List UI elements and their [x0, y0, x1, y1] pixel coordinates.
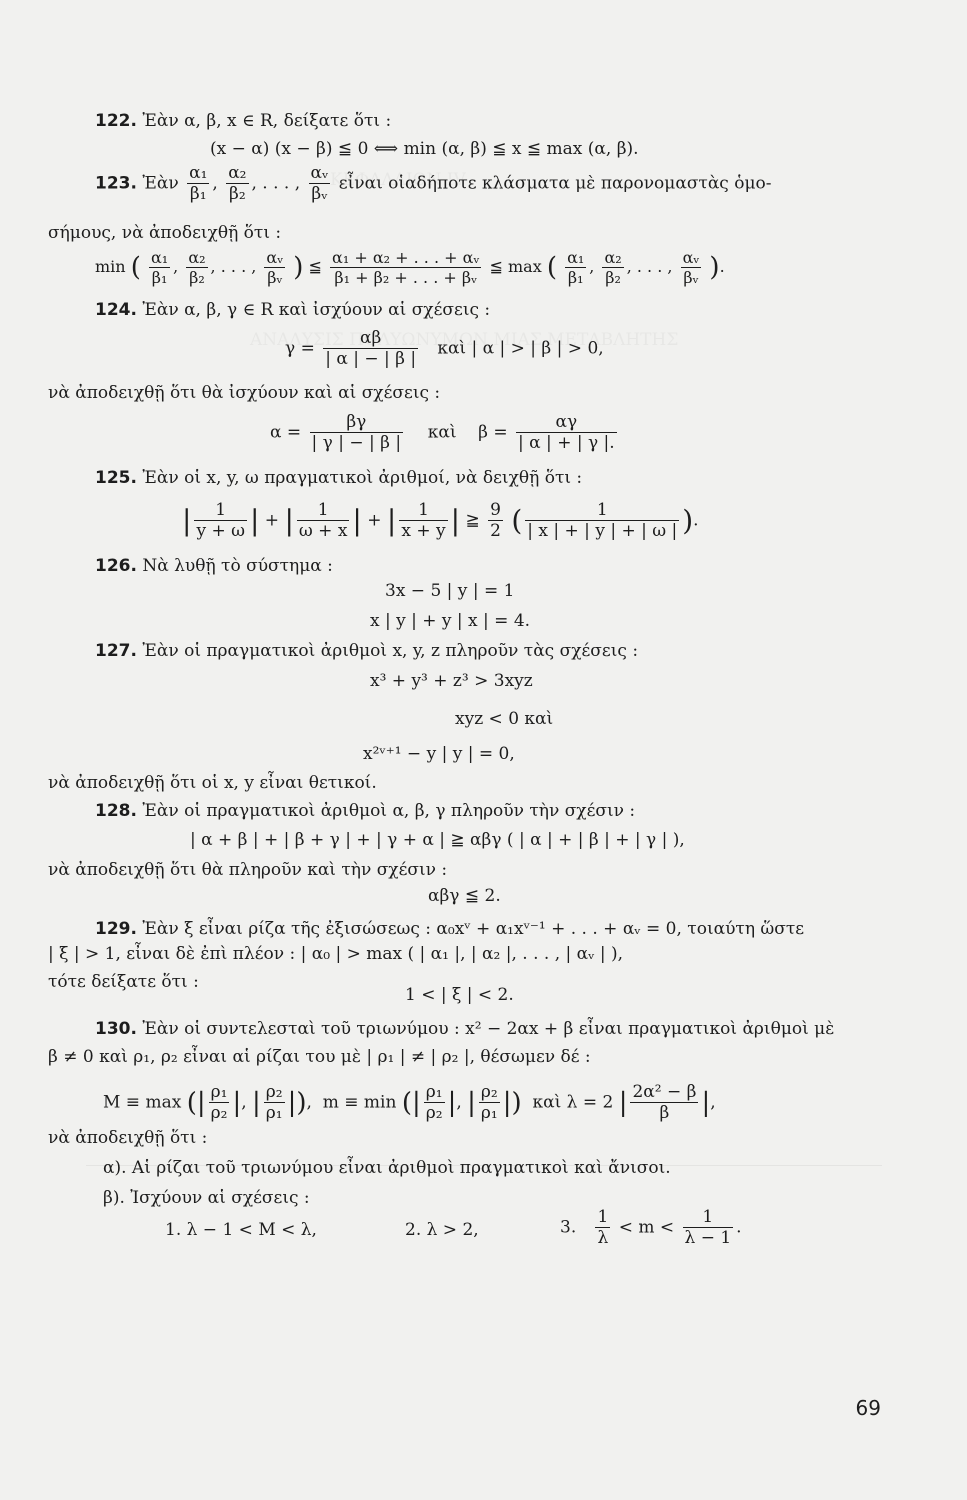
problem-126-eq1: 3x − 5 | y | = 1: [385, 581, 515, 601]
fraction: $\frac{\text{αᵥ}}{\text{βᵥ}}$: [310, 163, 329, 205]
problem-128-eq2: αβγ ≦ 2.: [428, 886, 501, 906]
problem-130-relation-3: 3. $\frac{1}{\lambda}$ < m < $\frac{1}{\lambda - 1}$ .: [560, 1207, 742, 1249]
fraction: $\frac{\alpha\beta}{| \alpha | - | \beta |}$: [325, 328, 417, 370]
fraction: $\frac{\text{α₁}}{\text{β₁}}$: [189, 163, 208, 205]
problem-123: 123. Ἐὰν $\frac{\text{α₁}}{\text{β₁}}$ , $\frac{\text{α₂}}{\text{β₂}}$ , . . . , $\frac{\text{αᵥ}}{\text{βᵥ}}$ εἶναι οἱαδήποτε κλάσματα μὲ παρονομαστὰς ὁμο-: [95, 163, 772, 205]
problem-130-relation-2: 2. λ > 2,: [405, 1220, 479, 1240]
problem-123-inequality: min ( $\frac{\text{α₁}}{\text{β₁}}$ , $\frac{\text{α₂}}{\text{β₂}}$ , . . . , $\frac{\text{αᵥ}}{\text{βᵥ}}$ ) ≦ $\frac{\text{α₁ + α₂ + . . . + αᵥ}}{\text{β₁ + β₂ + . . . + βᵥ}}$ ≦ max ( $\frac{\text{α₁}}{\text{β₁}}$ , $\frac{\text{α₂}}{\text{β₂}}$ , . . . , $\frac{\text{αᵥ}}{\text{βᵥ}}$ ).: [95, 248, 725, 288]
problem-130: 130. Ἐὰν οἱ συντελεσταὶ τοῦ τριωνύμου : x² − 2αx + β εἶναι πραγματικοὶ ἀριθμοὶ μὲ: [95, 1019, 835, 1039]
problem-125: 125. Ἐὰν οἱ x, y, ω πραγματικοὶ ἀριθμοί, νὰ δειχθῇ ὅτι :: [95, 468, 583, 488]
problem-122: 122. Ἐὰν α, β, x ∈ R, δείξατε ὅτι :: [95, 111, 392, 131]
fraction: $\frac{1}{x + y}$: [401, 500, 446, 542]
fraction: $\frac{\text{α₂}}{\text{β₂}}$: [228, 163, 247, 205]
fraction: $\frac{\text{ρ₁}}{\text{ρ₂}}$: [210, 1082, 228, 1124]
problem-130-line2: β ≠ 0 καὶ ρ₁, ρ₂ εἶναι αἱ ρίζαι του μὲ | ρ₁ | ≠ | ρ₂ |, θέσωμεν δέ :: [48, 1047, 591, 1067]
problem-122-formula: (x − α) (x − β) ≦ 0 ⟺ min (α, β) ≦ x ≦ max (α, β).: [210, 139, 639, 159]
problem-129-line3: τότε δείξατε ὅτι :: [48, 972, 199, 992]
fraction: $\frac{1}{\lambda}$: [597, 1207, 609, 1249]
fraction: $\frac{1}{\omega + x}$: [298, 500, 348, 542]
problem-126: 126. Νὰ λυθῇ τὸ σύστημα :: [95, 556, 333, 576]
problem-128: 128. Ἐὰν οἱ πραγματικοὶ ἀριθμοὶ α, β, γ πληροῦν τὴν σχέσιν :: [95, 801, 636, 821]
problem-124-line3: νὰ ἀποδειχθῇ ὅτι θὰ ἰσχύουν καὶ αἱ σχέσεις :: [48, 383, 441, 403]
fraction: $\frac{\text{ρ₁}}{\text{ρ₂}}$: [425, 1082, 443, 1124]
problem-128-eq1: | α + β | + | β + γ | + | γ + α | ≧ αβγ ( | α | + | β | + | γ | ),: [190, 830, 685, 850]
fraction: $\frac{\text{α₁}}{\text{β₁}}$: [567, 248, 585, 288]
fraction: $\frac{\beta\gamma}{| \gamma | - | \beta |}$: [311, 412, 402, 454]
problem-130-part-a: α). Αἱ ρίζαι τοῦ τριωνύμου εἶναι ἀριθμοὶ πραγματικοὶ καὶ ἄνισοι.: [103, 1158, 671, 1178]
fraction: $\frac{1}{| x | + | y | + | \omega |}$: [527, 500, 678, 542]
fraction: $\frac{\text{α₁ + α₂ + . . . + αᵥ}}{\text{β₁ + β₂ + . . . + βᵥ}}$: [332, 248, 480, 288]
fraction: $\frac{\text{ρ₂}}{\text{ρ₁}}$: [265, 1082, 283, 1124]
fraction: $\frac{\text{α₂}}{\text{β₂}}$: [604, 248, 622, 288]
fraction: $\frac{\text{α₂}}{\text{β₂}}$: [188, 248, 206, 288]
problem-127-eq1: x³ + y³ + z³ > 3xyz: [370, 671, 533, 691]
fraction: $\frac{\text{2α² − β}}{\beta}$: [632, 1082, 697, 1124]
problem-129: 129. Ἐὰν ξ εἶναι ρίζα τῆς ἐξισώσεως : α₀xᵛ + α₁xᵛ⁻¹ + . . . + αᵥ = 0, τοιαύτη ὥστε: [95, 919, 805, 939]
problem-127-eq2: xyz < 0 καὶ: [455, 709, 554, 729]
fraction: $\frac{\text{αᵥ}}{\text{βᵥ}}$: [266, 248, 284, 288]
problem-123-line2: σήμους, νὰ ἀποδειχθῇ ὅτι :: [48, 223, 282, 243]
fraction: $\frac{1}{y + \omega}$: [196, 500, 245, 542]
problem-130-part-b: β). Ἰσχύουν αἱ σχέσεις :: [103, 1188, 310, 1208]
problem-126-eq2: x | y | + y | x | = 4.: [370, 611, 531, 631]
problem-129-line2: | ξ | > 1, εἶναι δὲ ἐπὶ πλέον : | α₀ | > max ( | α₁ |, | α₂ |, . . . , | αᵥ | ),: [48, 944, 624, 964]
problem-128-line3: νὰ ἀποδειχθῇ ὅτι θὰ πληροῦν καὶ τὴν σχέσιν :: [48, 860, 448, 880]
fraction: $\frac{\text{α₁}}{\text{β₁}}$: [150, 248, 169, 288]
problem-124: 124. Ἐὰν α, β, γ ∈ R καὶ ἰσχύουν αἱ σχέσεις :: [95, 300, 491, 320]
problem-130-line4: νὰ ἀποδειχθῇ ὅτι :: [48, 1128, 208, 1148]
fraction: $\frac{\text{ρ₂}}{\text{ρ₁}}$: [480, 1082, 498, 1124]
fraction: $\frac{9}{2}$: [490, 500, 501, 542]
problem-127-eq3: x²ᵛ⁺¹ − y | y | = 0,: [363, 744, 515, 764]
problem-127: 127. Ἐὰν οἱ πραγματικοὶ ἀριθμοὶ x, y, z πληροῦν τὰς σχέσεις :: [95, 641, 639, 661]
problem-127-conclusion: νὰ ἀποδειχθῇ ὅτι οἱ x, y εἶναι θετικοί.: [48, 773, 377, 793]
problem-124-result: α = $\frac{\beta\gamma}{| \gamma | - | \beta |}$ καὶ β = $\frac{\alpha\gamma}{| \alpha | + | \gamma |.}$: [270, 412, 615, 454]
fraction: $\frac{1}{\lambda - 1}$: [684, 1207, 732, 1249]
problem-130-definitions: M ≡ max (| $\frac{\text{ρ₁}}{\text{ρ₂}}$ |, | $\frac{\text{ρ₂}}{\text{ρ₁}}$ |), m ≡ min (| $\frac{\text{ρ₁}}{\text{ρ₂}}$ |, | $\frac{\text{ρ₂}}{\text{ρ₁}}$ |) καὶ λ = 2 | $\frac{\text{2α² − β}}{\beta}$ |,: [103, 1082, 716, 1124]
page-number: 69: [855, 1396, 881, 1420]
fraction: $\frac{\text{αᵥ}}{\text{βᵥ}}$: [682, 248, 700, 288]
problem-129-eq: 1 < | ξ | < 2.: [405, 985, 514, 1005]
problem-130-relation-1: 1. λ − 1 < M < λ,: [165, 1220, 317, 1240]
fraction: $\frac{\alpha\gamma}{| \alpha | + | \gamma |.}$: [518, 412, 615, 454]
problem-124-given: γ = $\frac{\alpha\beta}{| \alpha | - | \beta |}$ καὶ | α | > | β | > 0,: [285, 328, 604, 370]
problem-125-inequality: | $\frac{1}{y + \omega}$ | + | $\frac{1}{\omega + x}$ | + | $\frac{1}{x + y}$ | ≧ $\frac{9}{2}$ ( $\frac{1}{| x | + | y | + | \omega |}$ ).: [182, 500, 699, 542]
